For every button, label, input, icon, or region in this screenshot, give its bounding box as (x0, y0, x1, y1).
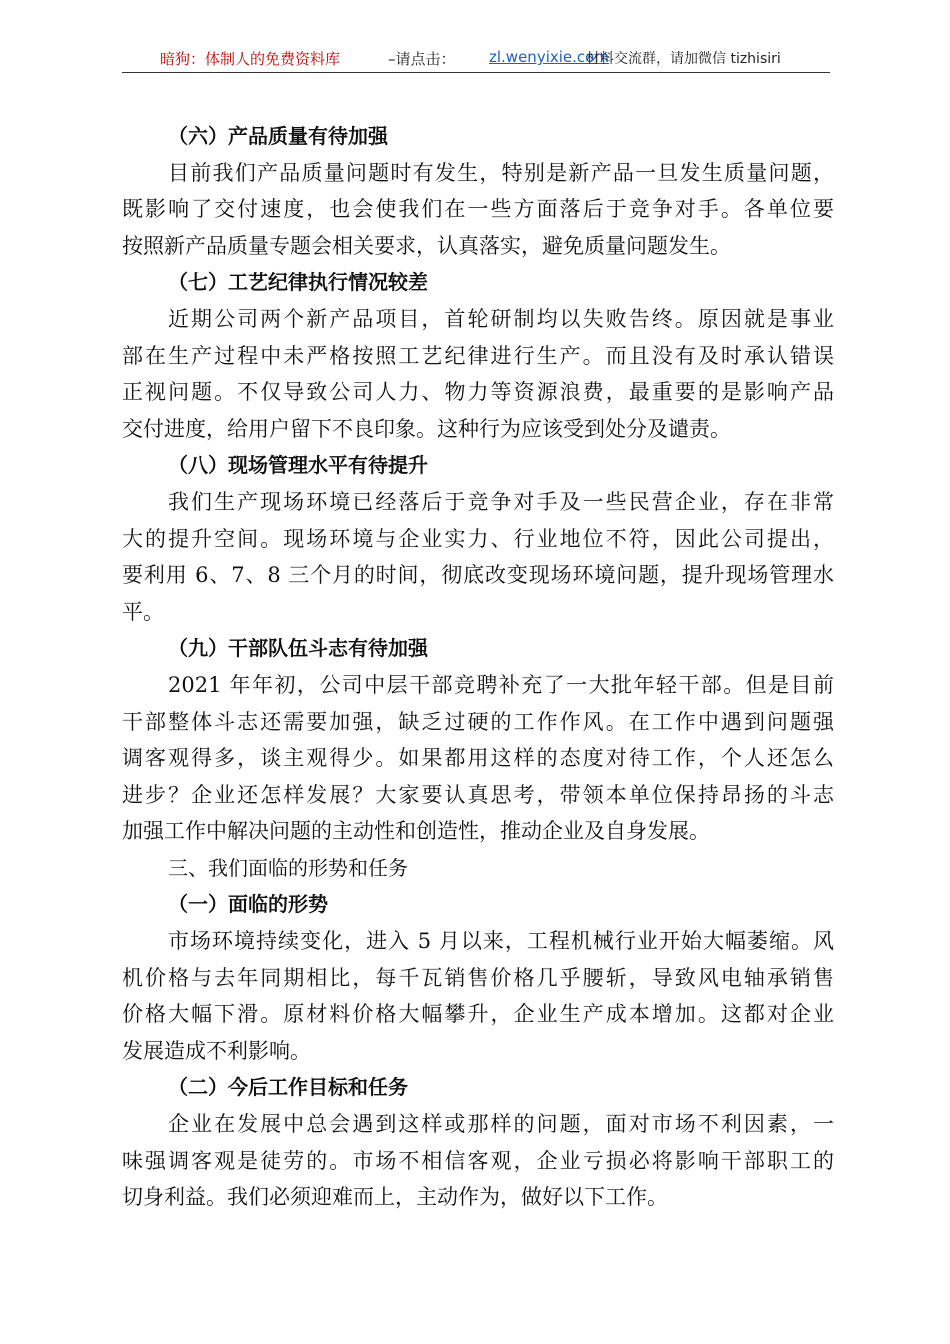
paragraph-line: 发展造成不利影响。 (122, 1038, 311, 1063)
paragraph-line: 切身利益。我们必须迎难而上，主动作为，做好以下工作。 (122, 1185, 668, 1210)
paragraph-line: 味强调客观是徒劳的。市场不相信客观，企业亏损必将影响干部职工的 (122, 1148, 834, 1173)
paragraph-line: 我们生产现场环境已经落后于竞争对手及一些民营企业，存在非常 (168, 489, 834, 514)
subsection-heading: （二）今后工作目标和任务 (168, 1075, 408, 1100)
paragraph-line: 正视问题。不仅导致公司人力、物力等资源浪费，最重要的是影响产品 (122, 380, 834, 405)
paragraph-line: 机价格与去年同期相比，每千瓦销售价格几乎腰斩，导致风电轴承销售 (122, 965, 834, 990)
header-link[interactable]: zl.wenyixie.com (489, 48, 609, 66)
subsection-heading: （一）面临的形势 (168, 892, 328, 917)
paragraph-line: 目前我们产品质量问题时有发生，特别是新产品一旦发生质量问题， (168, 160, 834, 185)
header-group-info: 材料交流群，请加微信 tizhisiri (586, 51, 781, 67)
header-brand: 暗狗：体制人的免费资料库 (160, 50, 341, 68)
paragraph-line: 干部整体斗志还需要加强，缺乏过硬的工作作风。在工作中遇到问题强 (122, 709, 834, 734)
subsection-heading: （六）产品质量有待加强 (168, 124, 388, 148)
paragraph-line: 市场环境持续变化，进入 5 月以来，工程机械行业开始大幅萎缩。风 (168, 929, 834, 954)
paragraph-line: 价格大幅下滑。原材料价格大幅攀升，企业生产成本增加。这都对企业 (122, 1002, 834, 1027)
header-lead-text: –请点击： (388, 50, 456, 68)
paragraph-line: 调客观得多，谈主观得少。如果都用这样的态度对待工作，个人还怎么 (122, 746, 834, 771)
paragraph-line: 部在生产过程中未严格按照工艺纪律进行生产。而且没有及时承认错误 (122, 343, 834, 368)
paragraph-line: 大的提升空间。现场环境与企业实力、行业地位不符，因此公司提出， (122, 526, 834, 551)
paragraph-line: 平。 (122, 599, 164, 624)
paragraph-line: 加强工作中解决问题的主动性和创造性，推动企业及自身发展。 (122, 819, 710, 844)
paragraph-line: 按照新产品质量专题会相关要求，认真落实，避免质量问题发生。 (122, 233, 731, 258)
paragraph-line: 进步？企业还怎样发展？大家要认真思考，带领本单位保持昂扬的斗志 (122, 782, 834, 807)
section-heading: 三、我们面临的形势和任务 (168, 855, 408, 880)
subsection-heading: （八）现场管理水平有待提升 (168, 453, 428, 478)
paragraph-line: 交付进度，给用户留下不良印象。这种行为应该受到处分及谴责。 (122, 416, 731, 441)
subsection-heading: （九）干部队伍斗志有待加强 (168, 636, 428, 661)
paragraph-line: 要利用 6、7、8 三个月的时间，彻底改变现场环境问题，提升现场管理水 (122, 563, 834, 588)
document-body (122, 118, 834, 1216)
paragraph-line: 既影响了交付速度，也会使我们在一些方面落后于竞争对手。各单位要 (122, 197, 834, 222)
paragraph-line: 2021 年年初，公司中层干部竞聘补充了一大批年轻干部。但是目前 (168, 672, 834, 697)
subsection-heading: （七）工艺纪律执行情况较差 (168, 270, 428, 295)
page-header (122, 44, 830, 73)
paragraph-line: 近期公司两个新产品项目，首轮研制均以失败告终。原因就是事业 (168, 306, 834, 331)
paragraph-line: 企业在发展中总会遇到这样或那样的问题，面对市场不利因素，一 (168, 1112, 834, 1137)
